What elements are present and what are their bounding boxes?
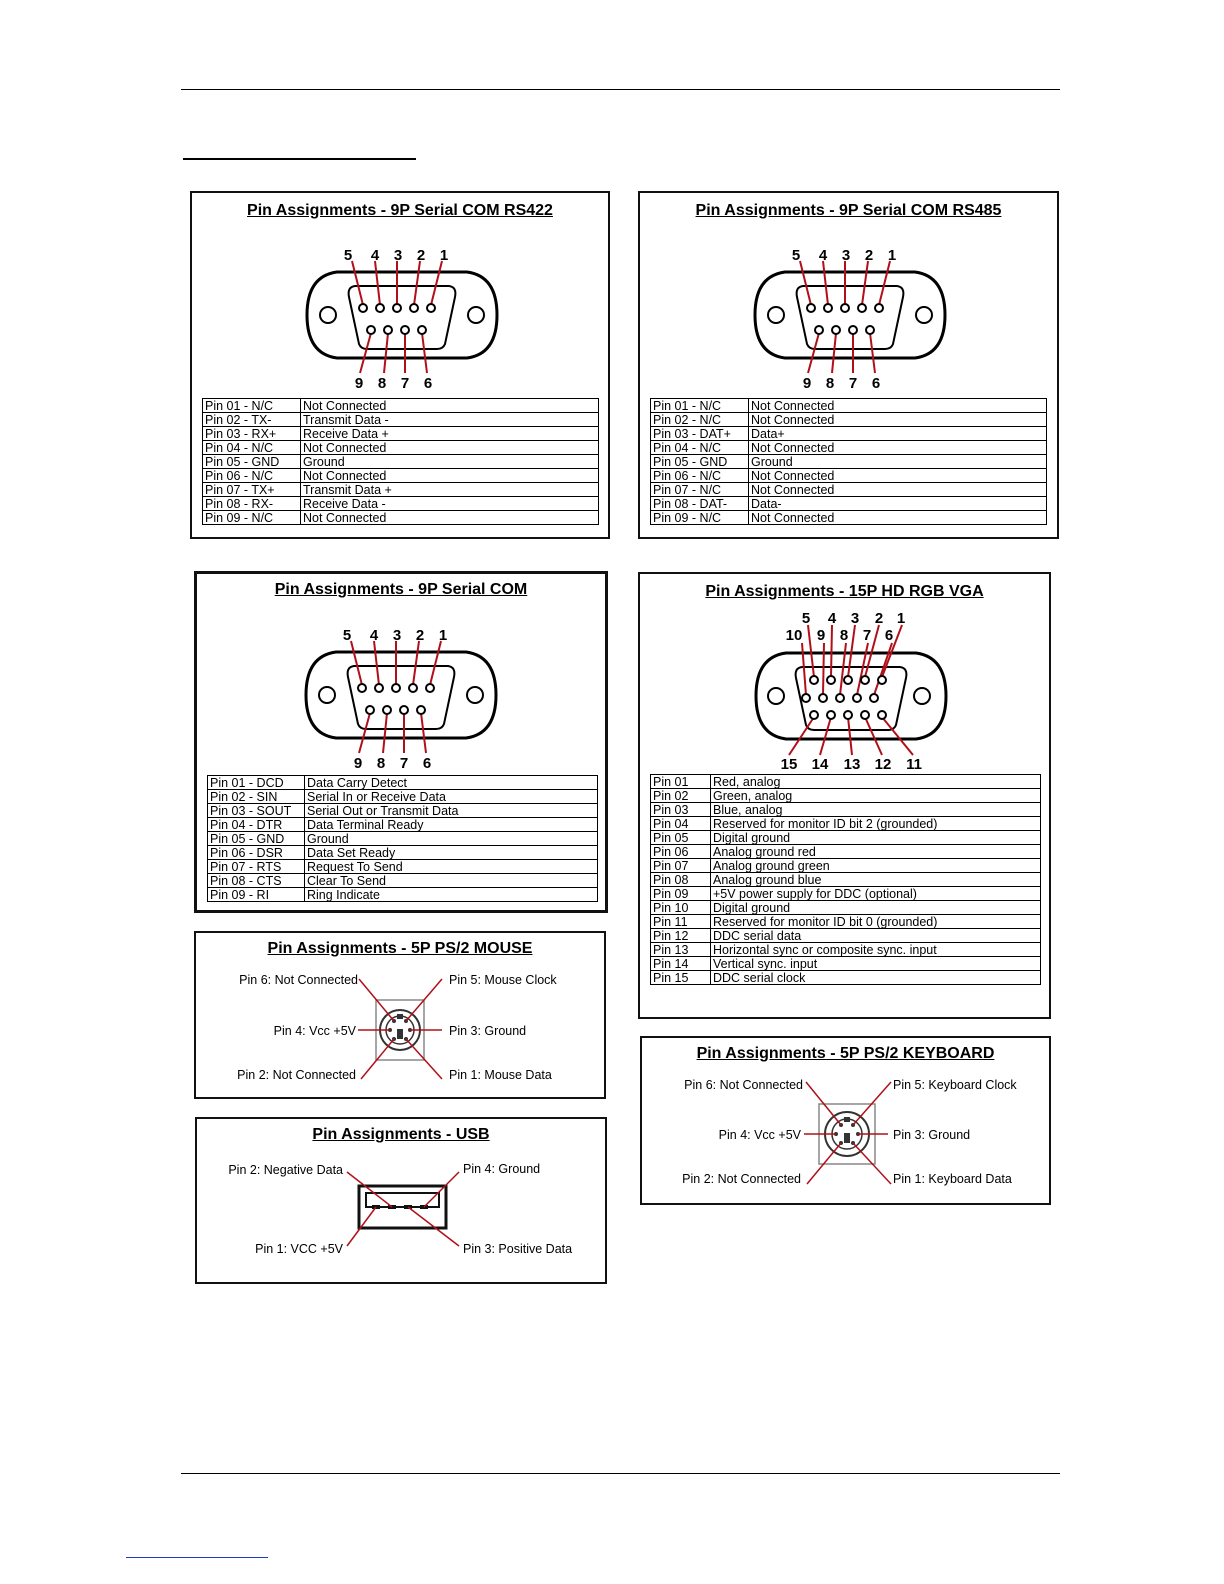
db9-connector-diagram (297, 241, 507, 391)
pin-number: 6 (871, 375, 881, 391)
table-row (651, 845, 1041, 859)
table-row (651, 873, 1041, 887)
panel-rs422 (190, 191, 610, 539)
table-row (203, 455, 599, 469)
pin-number: 2 (864, 247, 874, 264)
db15-connector-diagram (746, 607, 956, 777)
pin-number: 5 (342, 627, 352, 644)
pin-holes (359, 304, 435, 334)
pin-id-cell: Pin 05 - GND (651, 455, 749, 469)
table-row (203, 413, 599, 427)
pin-id-cell: Pin 08 (651, 873, 711, 887)
pin-leader-lines (347, 1172, 459, 1246)
connector-shell (756, 653, 946, 739)
pin-number: 8 (839, 627, 849, 644)
panel-serial-com (194, 571, 608, 913)
table-row (651, 929, 1041, 943)
pin-id-cell: Pin 11 (651, 915, 711, 929)
pin-leader-lines (352, 261, 442, 373)
pin-id-cell: Pin 15 (651, 971, 711, 985)
pin-number: 1 (887, 247, 897, 264)
pin-id-cell: Pin 03 - DAT+ (651, 427, 749, 441)
pin-id-cell: Pin 08 - CTS (208, 874, 305, 888)
table-row (208, 874, 598, 888)
pin-label: Pin 5: Keyboard Clock (893, 1078, 1017, 1092)
connector-shell (307, 272, 497, 358)
pin-id-cell: Pin 09 - N/C (651, 511, 749, 525)
pin-id-cell: Pin 03 - SOUT (208, 804, 305, 818)
pin-id-cell: Pin 06 - N/C (203, 469, 301, 483)
pin-number: 3 (850, 610, 860, 627)
pin-description-cell: DDC serial clock (711, 971, 1041, 985)
pin-number: 14 (811, 756, 829, 773)
pin-number: 3 (393, 247, 403, 264)
pin-id-cell: Pin 09 (651, 887, 711, 901)
panel-title: Pin Assignments - 15P HD RGB VGA (705, 583, 984, 600)
pin-id-cell: Pin 07 - RTS (208, 860, 305, 874)
pin-description-cell: Not Connected (749, 399, 1047, 413)
table-row (651, 399, 1047, 413)
pin-number: 9 (354, 375, 364, 391)
pin-id-cell: Pin 02 (651, 789, 711, 803)
ps2-connector-diagram (642, 1038, 1051, 1205)
pin-id-cell: Pin 05 - GND (203, 455, 301, 469)
pin-description-cell: Not Connected (301, 511, 599, 525)
pin-id-cell: Pin 01 (651, 775, 711, 789)
table-row (203, 483, 599, 497)
pin-id-cell: Pin 02 - TX- (203, 413, 301, 427)
table-row (651, 455, 1047, 469)
pin-id-cell: Pin 01 - N/C (203, 399, 301, 413)
pin-description-cell: Data Carry Detect (305, 776, 598, 790)
pin-id-cell: Pin 04 (651, 817, 711, 831)
pin-number: 4 (370, 247, 380, 264)
pin-number: 7 (848, 375, 858, 391)
pin-id-cell: Pin 01 - N/C (651, 399, 749, 413)
connector-shell (306, 652, 496, 738)
table-row (651, 483, 1047, 497)
pin-label: Pin 1: Keyboard Data (893, 1172, 1012, 1186)
table-row (651, 901, 1041, 915)
table-row (651, 957, 1041, 971)
pin-description-cell: Ground (749, 455, 1047, 469)
panel-title: Pin Assignments - 9P Serial COM RS485 (695, 202, 1002, 219)
pin-description-cell: Not Connected (301, 399, 599, 413)
pin-description-cell: Not Connected (301, 441, 599, 455)
table-row (203, 399, 599, 413)
pin-number: 3 (392, 627, 402, 644)
table-row (208, 832, 598, 846)
pin-id-cell: Pin 07 - TX+ (203, 483, 301, 497)
pin-number: 1 (896, 610, 906, 627)
pin-number: 7 (862, 627, 872, 644)
pin-description-cell: Reserved for monitor ID bit 2 (grounded) (711, 817, 1041, 831)
panel-usb (195, 1117, 607, 1284)
pin-description-cell: Vertical sync. input (711, 957, 1041, 971)
table-row (651, 413, 1047, 427)
pin-description-cell: Analog ground red (711, 845, 1041, 859)
pin-id-cell: Pin 12 (651, 929, 711, 943)
db9-connector-diagram (296, 621, 506, 771)
pin-id-cell: Pin 03 (651, 803, 711, 817)
pin-id-cell: Pin 06 - DSR (208, 846, 305, 860)
pin-description-cell: Not Connected (749, 469, 1047, 483)
table-row (651, 887, 1041, 901)
pin-label: Pin 2: Not Connected (682, 1172, 801, 1186)
panel-title: Pin Assignments - 5P PS/2 KEYBOARD (696, 1045, 995, 1062)
pin-label: Pin 1: Mouse Data (449, 1068, 552, 1082)
db9-connector-diagram (745, 241, 955, 391)
pin-description-cell: Receive Data + (301, 427, 599, 441)
pin-number: 11 (906, 756, 922, 773)
pin-number: 4 (818, 247, 828, 264)
pin-description-cell: Horizontal sync or composite sync. input (711, 943, 1041, 957)
table-row (651, 915, 1041, 929)
pin-label: Pin 6: Not Connected (239, 973, 358, 987)
pin-label: Pin 5: Mouse Clock (449, 973, 557, 987)
pin-number: 5 (343, 247, 353, 264)
pin-id-cell: Pin 10 (651, 901, 711, 915)
pin-number: 4 (369, 627, 379, 644)
panel-title: Pin Assignments - 9P Serial COM (274, 581, 528, 598)
pin-label: Pin 2: Negative Data (228, 1163, 343, 1177)
panel-vga (638, 572, 1051, 1019)
pin-table (650, 398, 1047, 525)
table-row (208, 888, 598, 902)
pin-number: 8 (377, 375, 387, 391)
pin-id-cell: Pin 08 - RX- (203, 497, 301, 511)
header-rule (181, 89, 1060, 90)
pin-number: 2 (874, 610, 884, 627)
pin-number: 2 (415, 627, 425, 644)
ps2-connector-diagram (196, 933, 606, 1099)
pin-table (207, 775, 598, 902)
pin-number: 6 (422, 755, 432, 771)
pin-number: 10 (785, 627, 803, 644)
pin-number: 12 (874, 756, 892, 773)
pin-holes (358, 684, 434, 714)
pin-number: 7 (400, 375, 410, 391)
panel-ps2-mouse (194, 931, 606, 1099)
pin-description-cell: Digital ground (711, 901, 1041, 915)
table-row (651, 469, 1047, 483)
pin-id-cell: Pin 05 - GND (208, 832, 305, 846)
pin-label: Pin 3: Positive Data (463, 1242, 573, 1256)
pin-description-cell: DDC serial data (711, 929, 1041, 943)
pin-id-cell: Pin 14 (651, 957, 711, 971)
pin-id-cell: Pin 02 - SIN (208, 790, 305, 804)
pin-number: 8 (825, 375, 835, 391)
panel-rs485 (638, 191, 1059, 539)
section-heading-underline (183, 158, 416, 160)
pin-description-cell: Transmit Data - (301, 413, 599, 427)
pin-description-cell: Digital ground (711, 831, 1041, 845)
pin-id-cell: Pin 06 - N/C (651, 469, 749, 483)
pin-description-cell: Ground (305, 832, 598, 846)
pin-description-cell: Green, analog (711, 789, 1041, 803)
pin-description-cell: Data- (749, 497, 1047, 511)
pin-id-cell: Pin 08 - DAT- (651, 497, 749, 511)
pin-id-cell: Pin 07 - N/C (651, 483, 749, 497)
pin-description-cell: Data+ (749, 427, 1047, 441)
table-row (651, 511, 1047, 525)
pin-id-cell: Pin 04 - N/C (651, 441, 749, 455)
pin-holes (802, 676, 886, 719)
pin-label: Pin 2: Not Connected (237, 1068, 356, 1082)
table-row (208, 776, 598, 790)
connector-shell (755, 272, 945, 358)
pin-description-cell: Blue, analog (711, 803, 1041, 817)
panel-title: Pin Assignments - 9P Serial COM RS422 (247, 202, 553, 219)
pin-id-cell: Pin 01 - DCD (208, 776, 305, 790)
pin-label: Pin 4: Ground (463, 1162, 541, 1176)
table-row (208, 804, 598, 818)
table-row (651, 971, 1041, 985)
table-row (651, 803, 1041, 817)
pin-number: 7 (399, 755, 409, 771)
pin-number: 8 (376, 755, 386, 771)
pin-description-cell: Clear To Send (305, 874, 598, 888)
pin-id-cell: Pin 09 - N/C (203, 511, 301, 525)
pin-label: Pin 4: Vcc +5V (718, 1128, 801, 1142)
pin-number: 1 (438, 627, 448, 644)
pin-leader-lines (800, 261, 890, 373)
pin-leader-lines (351, 641, 441, 753)
pin-id-cell: Pin 06 (651, 845, 711, 859)
pin-number: 3 (841, 247, 851, 264)
pin-label: Pin 4: Vcc +5V (273, 1024, 356, 1038)
pin-description-cell: Request To Send (305, 860, 598, 874)
table-row (651, 831, 1041, 845)
pin-id-cell: Pin 13 (651, 943, 711, 957)
table-row (651, 943, 1041, 957)
table-row (651, 775, 1041, 789)
pin-id-cell: Pin 04 - DTR (208, 818, 305, 832)
pin-holes (807, 304, 883, 334)
pin-label: Pin 6: Not Connected (684, 1078, 803, 1092)
table-row (208, 790, 598, 804)
pin-number: 1 (439, 247, 449, 264)
table-row (203, 469, 599, 483)
pin-description-cell: Data Set Ready (305, 846, 598, 860)
pin-table (202, 398, 599, 525)
pin-description-cell: Analog ground green (711, 859, 1041, 873)
pin-table (650, 774, 1041, 985)
pin-description-cell: Red, analog (711, 775, 1041, 789)
usb-connector-diagram (197, 1119, 607, 1284)
table-row (208, 818, 598, 832)
pin-description-cell: Analog ground blue (711, 873, 1041, 887)
pin-number: 9 (816, 627, 826, 644)
pin-description-cell: Ring Indicate (305, 888, 598, 902)
pin-description-cell: Ground (301, 455, 599, 469)
pin-id-cell: Pin 04 - N/C (203, 441, 301, 455)
table-row (651, 859, 1041, 873)
pin-number: 9 (353, 755, 363, 771)
pin-description-cell: Not Connected (749, 441, 1047, 455)
pin-description-cell: Serial In or Receive Data (305, 790, 598, 804)
pin-id-cell: Pin 02 - N/C (651, 413, 749, 427)
pin-label: Pin 3: Ground (449, 1024, 527, 1038)
table-row (651, 441, 1047, 455)
table-row (651, 789, 1041, 803)
pin-number: 4 (827, 610, 837, 627)
pin-id-cell: Pin 05 (651, 831, 711, 845)
pin-id-cell: Pin 09 - RI (208, 888, 305, 902)
pin-description-cell: +5V power supply for DDC (optional) (711, 887, 1041, 901)
table-row (208, 846, 598, 860)
panel-title: Pin Assignments - 5P PS/2 MOUSE (267, 940, 533, 957)
pin-number: 6 (423, 375, 433, 391)
pin-leader-lines (789, 625, 913, 755)
pin-label: Pin 3: Ground (893, 1128, 971, 1142)
pin-id-cell: Pin 03 - RX+ (203, 427, 301, 441)
footer-link-underline (126, 1557, 268, 1558)
table-row (651, 427, 1047, 441)
pin-number: 5 (801, 610, 811, 627)
table-row (203, 497, 599, 511)
pin-description-cell: Receive Data - (301, 497, 599, 511)
panel-ps2-keyboard (640, 1036, 1051, 1205)
pin-label: Pin 1: VCC +5V (255, 1242, 343, 1256)
pin-number: 5 (791, 247, 801, 264)
pin-number: 6 (884, 627, 894, 644)
pin-description-cell: Not Connected (749, 511, 1047, 525)
pin-number: 13 (843, 756, 861, 773)
pin-description-cell: Transmit Data + (301, 483, 599, 497)
table-row (203, 427, 599, 441)
pin-number: 15 (780, 756, 798, 773)
panel-title: Pin Assignments - USB (312, 1126, 490, 1143)
table-row (203, 441, 599, 455)
pin-description-cell: Not Connected (749, 483, 1047, 497)
pin-description-cell: Not Connected (749, 413, 1047, 427)
table-row (203, 511, 599, 525)
table-row (651, 497, 1047, 511)
pin-description-cell: Data Terminal Ready (305, 818, 598, 832)
pin-id-cell: Pin 07 (651, 859, 711, 873)
footer-rule (181, 1473, 1060, 1474)
table-row (651, 817, 1041, 831)
pin-number: 9 (802, 375, 812, 391)
pin-description-cell: Not Connected (301, 469, 599, 483)
table-row (208, 860, 598, 874)
pin-description-cell: Reserved for monitor ID bit 0 (grounded) (711, 915, 1041, 929)
pin-description-cell: Serial Out or Transmit Data (305, 804, 598, 818)
pin-number: 2 (416, 247, 426, 264)
